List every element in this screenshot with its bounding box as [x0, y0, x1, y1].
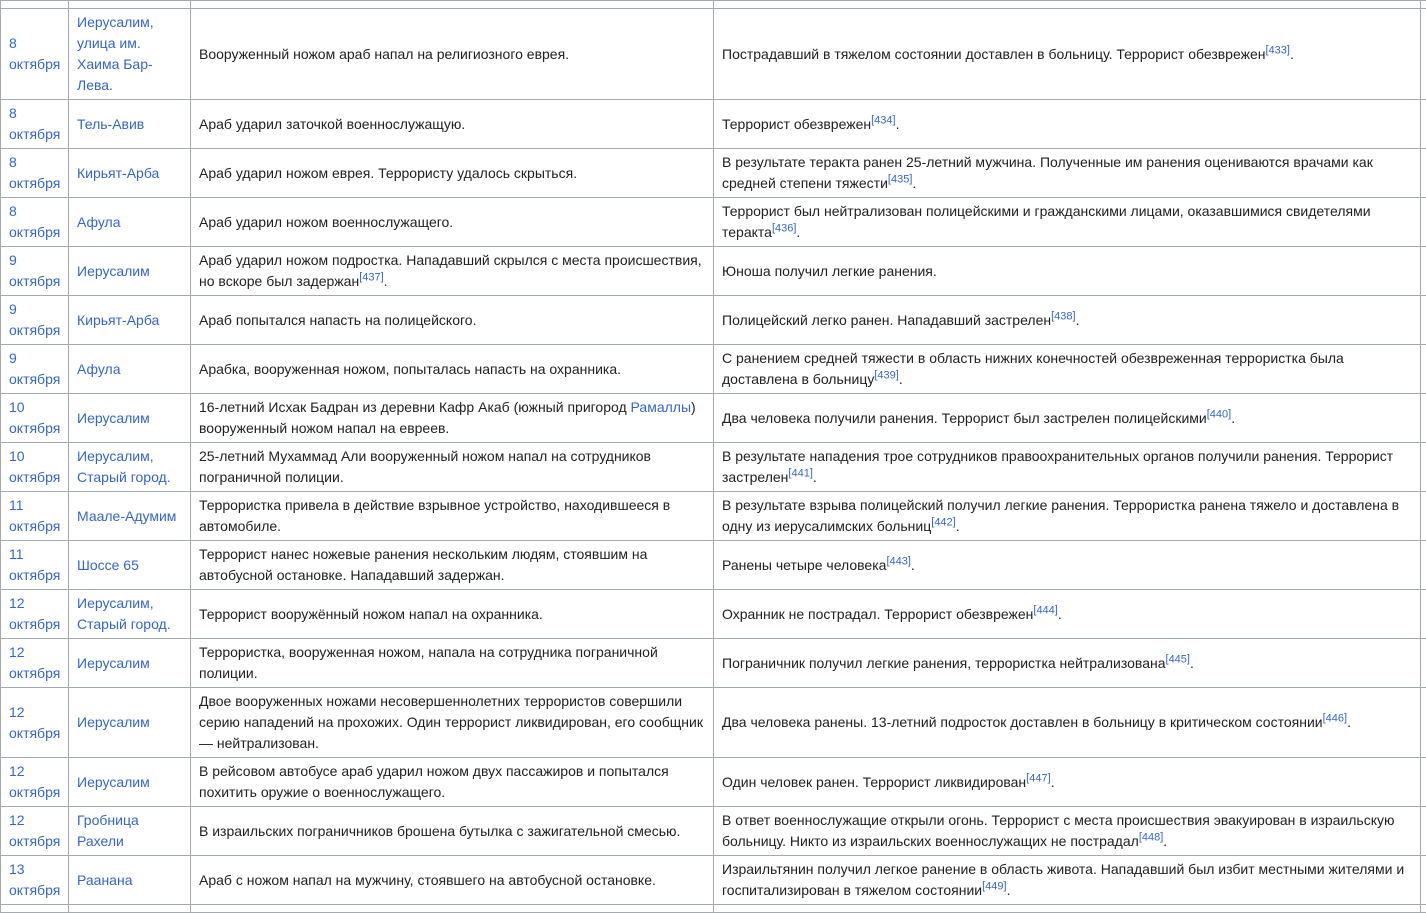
location-link[interactable]: Раанана [77, 872, 132, 888]
reference-marker [888, 173, 912, 185]
cell-text: . [1190, 655, 1194, 671]
reference-marker [772, 222, 796, 234]
cell-text: Араб попытался напасть на полицейского. [199, 312, 476, 328]
location-link[interactable]: Маале-Адумим [77, 508, 176, 524]
location-link[interactable]: Афула [77, 214, 121, 230]
result-cell [714, 100, 1421, 149]
cell-text: Террористка привела в действие взрывное устройство, находившееся в автомобиле. [199, 497, 670, 534]
cell-text: Араб ударил заточкой военнослужащую. [199, 116, 465, 132]
result-cell [714, 149, 1421, 198]
cell-text: Пограничник получил легкие ранения, террористка нейтрализована [722, 655, 1166, 671]
overflow-cell [1421, 9, 1426, 100]
cell-text: . [912, 175, 916, 191]
reference-link[interactable]: [ $^{443}$ ] [886, 555, 910, 567]
cell-text: Полицейский легко ранен. Нападавший застрелен [722, 312, 1051, 328]
overflow-cell [1421, 590, 1426, 639]
description-cell [191, 758, 714, 807]
reference-link[interactable]: [ $^{436}$ ] [772, 222, 796, 234]
description-cell [191, 639, 714, 688]
cell-text: Террористка, вооруженная ножом, напала на сотрудника пограничной полиции. [199, 644, 658, 681]
cell-text: В результате теракта ранен 25-летний мужчина. Полученные им ранения оцениваются врачами как средней степени тяжести [722, 154, 1373, 191]
cell-text: Ранены четыре человека [722, 557, 886, 573]
result-cell [714, 492, 1421, 541]
cell-text: . [813, 469, 817, 485]
location-link[interactable]: Тель-Авив [77, 116, 144, 132]
cell-text: ) вооруженный ножом напал на евреев. [199, 399, 696, 436]
description-cell [191, 9, 714, 100]
cell-text: 25-летний Мухаммад Али вооруженный ножом напал на сотрудников пограничной полиции. [199, 448, 651, 485]
cell-text: 16-летний Исхак Бадран из деревни Кафр Акаб (южный пригород [199, 399, 631, 415]
table-row [1, 590, 1426, 639]
overflow-cell [1421, 149, 1426, 198]
location-link[interactable]: Иерусалим [77, 655, 150, 671]
date-link[interactable]: 12 октября [9, 704, 60, 741]
table-row [1, 100, 1426, 149]
date-link[interactable]: 9 октября [9, 301, 60, 338]
empty-cell [191, 1, 714, 9]
empty-cell [69, 905, 191, 913]
description-cell [191, 198, 714, 247]
date-cell [1, 296, 69, 345]
location-cell [69, 492, 191, 541]
date-link[interactable]: 12 октября [9, 812, 60, 849]
date-cell [1, 9, 69, 100]
date-cell [1, 758, 69, 807]
cell-text: Араб ударил ножом военнослужащего. [199, 214, 453, 230]
empty-cell [1, 1, 69, 9]
reference-link[interactable]: [ $^{435}$ ] [888, 173, 912, 185]
reference-marker [1265, 44, 1289, 56]
reference-marker [1323, 712, 1347, 724]
location-link[interactable]: Иерусалим [77, 263, 150, 279]
date-link[interactable]: 12 октября [9, 763, 60, 800]
overflow-cell [1421, 639, 1426, 688]
reference-marker [1033, 604, 1057, 616]
description-cell [191, 541, 714, 590]
result-cell [714, 758, 1421, 807]
cell-text: Араб ударил ножом подростка. Нападавший скрылся с места происшествия, но вскоре был задержан [199, 252, 702, 289]
cell-text: В рейсовом автобусе араб ударил ножом двух пассажиров и попытался похитить оружие о военнослужащего. [199, 763, 669, 800]
location-cell [69, 688, 191, 758]
cell-text: В ответ военнослужащие открыли огонь. Террорист с места происшествия эвакуирован в израильскую больницу. Никто из израильских военнослужащих не пострадал [722, 812, 1395, 849]
overflow-cell [1421, 345, 1426, 394]
location-link[interactable]: Гробница Рахели [77, 812, 139, 849]
description-cell [191, 443, 714, 492]
description-cell [191, 296, 714, 345]
cell-text: Пострадавший в тяжелом состоянии доставлен в больницу. Террорист обезврежен [722, 46, 1265, 62]
cell-text: . [1290, 46, 1294, 62]
cell-text: Араб ударил ножом еврея. Террористу удалось скрыться. [199, 165, 577, 181]
location-cell [69, 198, 191, 247]
reference-marker [931, 516, 955, 528]
date-cell [1, 492, 69, 541]
result-cell [714, 590, 1421, 639]
table-row [1, 296, 1426, 345]
date-link[interactable]: 12 октября [9, 595, 60, 632]
reference-marker [886, 555, 910, 567]
empty-cell [1421, 905, 1426, 913]
cell-text: Террорист был нейтрализован полицейскими и гражданскими лицами, оказавшимися свидетелями теракта [722, 203, 1371, 240]
table-row [1, 247, 1426, 296]
empty-cell [1421, 1, 1426, 9]
date-cell [1, 345, 69, 394]
cell-text: . [956, 518, 960, 534]
table-row [1, 639, 1426, 688]
cell-text: С ранением средней тяжести в область нижних конечностей обезвреженная террористка была доставлена в больницу [722, 350, 1344, 387]
location-link[interactable]: Иерусалим [77, 410, 150, 426]
table-row [1, 149, 1426, 198]
reference-link[interactable]: [ $^{444}$ ] [1033, 604, 1057, 616]
location-link[interactable]: Кирьят-Арба [77, 165, 159, 181]
table-row [1, 807, 1426, 856]
location-link[interactable]: Афула [77, 361, 121, 377]
cell-text: Террорист вооружённый ножом напал на охранника. [199, 606, 543, 622]
overflow-cell [1421, 856, 1426, 905]
location-cell [69, 9, 191, 100]
date-link[interactable]: 11 октября [9, 546, 60, 583]
cell-text: . [1076, 312, 1080, 328]
location-link[interactable]: Иерусалим, улица им. Хаима Бар-Лева. [77, 14, 154, 93]
empty-cell [714, 905, 1421, 913]
result-cell [714, 688, 1421, 758]
location-cell [69, 590, 191, 639]
date-cell [1, 198, 69, 247]
reference-link[interactable]: [ $^{447}$ ] [1026, 772, 1050, 784]
date-cell [1, 807, 69, 856]
overflow-cell [1421, 758, 1426, 807]
table-row [1, 758, 1426, 807]
location-cell [69, 856, 191, 905]
overflow-cell [1421, 541, 1426, 590]
location-link[interactable]: Шоссе 65 [77, 557, 139, 573]
cell-text: . [796, 224, 800, 240]
reference-link[interactable]: [ $^{437}$ ] [359, 271, 383, 283]
partial-row-top [1, 1, 1426, 9]
cell-text: Вооруженный ножом араб напал на религиозного еврея. [199, 46, 569, 62]
location-cell [69, 807, 191, 856]
date-cell [1, 149, 69, 198]
cell-text: Араб с ножом напал на мужчину, стоявшего на автобусной остановке. [199, 872, 656, 888]
empty-cell [1, 905, 69, 913]
cell-text: В израильских пограничников брошена бутылка с зажигательной смесью. [199, 823, 680, 839]
description-cell [191, 856, 714, 905]
cell-text: Охранник не пострадал. Террорист обезврежен [722, 606, 1033, 622]
reference-marker [788, 467, 812, 479]
overflow-cell [1421, 688, 1426, 758]
location-cell [69, 296, 191, 345]
cell-text: . [1051, 774, 1055, 790]
result-cell [714, 541, 1421, 590]
date-cell [1, 688, 69, 758]
date-link[interactable]: 12 октября [9, 644, 60, 681]
result-cell [714, 443, 1421, 492]
date-link[interactable]: 9 октября [9, 252, 60, 289]
cell-text: Два человека получили ранения. Террорист был застрелен полицейскими [722, 410, 1207, 426]
cell-text: . [384, 273, 388, 289]
location-cell [69, 541, 191, 590]
location-cell [69, 639, 191, 688]
table-row [1, 541, 1426, 590]
cell-text: . [911, 557, 915, 573]
description-cell [191, 100, 714, 149]
overflow-cell [1421, 247, 1426, 296]
reference-marker [1166, 653, 1190, 665]
cell-text: Два человека ранены. 13-летний подросток доставлен в больницу в критическом состоянии [722, 714, 1323, 730]
location-cell [69, 247, 191, 296]
cell-text: Террорист нанес ножевые ранения нескольким людям, стоявшим на автобусной остановке. Нападавший задержан. [199, 546, 647, 583]
date-link[interactable]: 13 октября [9, 861, 60, 898]
result-cell [714, 394, 1421, 443]
cell-text: Израильтянин получил легкое ранение в область живота. Нападавший был избит местными жителями и госпитализирован в тяжелом состоянии [722, 861, 1404, 898]
result-cell [714, 856, 1421, 905]
cell-text: Один человек ранен. Террорист ликвидирован [722, 774, 1026, 790]
reference-link[interactable]: [ $^{449}$ ] [982, 880, 1006, 892]
reference-link[interactable]: [ $^{448}$ ] [1139, 831, 1163, 843]
empty-cell [714, 1, 1421, 9]
cell-text: . [1231, 410, 1235, 426]
location-cell [69, 149, 191, 198]
description-cell [191, 345, 714, 394]
description-cell [191, 247, 714, 296]
result-cell [714, 296, 1421, 345]
result-cell [714, 198, 1421, 247]
date-link[interactable]: 8 октября [9, 154, 60, 191]
location-cell [69, 345, 191, 394]
table-row [1, 856, 1426, 905]
description-cell [191, 807, 714, 856]
date-link[interactable]: 8 октября [9, 203, 60, 240]
overflow-cell [1421, 296, 1426, 345]
reference-link[interactable]: [ $^{445}$ ] [1166, 653, 1190, 665]
reference-marker [871, 114, 895, 126]
location-link[interactable]: Иерусалим, Старый город. [77, 595, 171, 632]
location-cell [69, 100, 191, 149]
location-link[interactable]: Иерусалим, Старый город. [77, 448, 171, 485]
result-cell [714, 639, 1421, 688]
reference-link[interactable]: [ $^{439}$ ] [874, 369, 898, 381]
reference-link[interactable]: [ $^{440}$ ] [1207, 408, 1231, 420]
reference-link[interactable]: [ $^{446}$ ] [1323, 712, 1347, 724]
reference-marker [1026, 772, 1050, 784]
result-cell [714, 345, 1421, 394]
cell-text: . [899, 371, 903, 387]
date-cell [1, 443, 69, 492]
table-row [1, 9, 1426, 100]
overflow-cell [1421, 100, 1426, 149]
cell-text: Арабка, вооруженная ножом, попыталась напасть на охранника. [199, 361, 621, 377]
description-cell [191, 149, 714, 198]
date-cell [1, 856, 69, 905]
location-link[interactable]: Кирьят-Арба [77, 312, 159, 328]
attacks-table-body [1, 1, 1426, 913]
date-link[interactable]: 11 октября [9, 497, 60, 534]
location-link[interactable]: Иерусалим [77, 714, 150, 730]
description-cell [191, 688, 714, 758]
overflow-cell [1421, 443, 1426, 492]
empty-cell [69, 1, 191, 9]
result-cell [714, 9, 1421, 100]
reference-link[interactable]: [ $^{434}$ ] [871, 114, 895, 126]
table-row [1, 492, 1426, 541]
overflow-cell [1421, 807, 1426, 856]
cell-text: . [1347, 714, 1351, 730]
date-link[interactable]: 8 октября [9, 105, 60, 142]
cell-text: . [1163, 833, 1167, 849]
result-cell [714, 807, 1421, 856]
date-cell [1, 639, 69, 688]
reference-marker [982, 880, 1006, 892]
cell-text: Юноша получил легкие ранения. [722, 263, 937, 279]
overflow-cell [1421, 198, 1426, 247]
table-row [1, 345, 1426, 394]
cell-text: Террорист обезврежен [722, 116, 871, 132]
reference-link[interactable]: [ $^{441}$ ] [788, 467, 812, 479]
date-link[interactable]: 10 октября [9, 399, 60, 436]
date-cell [1, 100, 69, 149]
overflow-cell [1421, 492, 1426, 541]
inline-link[interactable]: Рамаллы [631, 399, 691, 415]
reference-link[interactable]: [ $^{438}$ ] [1051, 310, 1075, 322]
table-row [1, 443, 1426, 492]
reference-marker [1207, 408, 1231, 420]
date-cell [1, 247, 69, 296]
table-row [1, 688, 1426, 758]
cell-text: . [896, 116, 900, 132]
date-link[interactable]: 8 октября [9, 35, 60, 72]
reference-marker [359, 271, 383, 283]
date-cell [1, 541, 69, 590]
cell-text: В результате взрыва полицейский получил легкие ранения. Террористка ранена тяжело и доставлена в одну из иерусалимских больниц [722, 497, 1399, 534]
date-link[interactable]: 9 октября [9, 350, 60, 387]
table-row [1, 394, 1426, 443]
overflow-cell [1421, 394, 1426, 443]
cell-text: В результате нападения трое сотрудников правоохранительных органов получили ранения. Террорист застрелен [722, 448, 1393, 485]
location-cell [69, 394, 191, 443]
date-cell [1, 394, 69, 443]
date-cell [1, 590, 69, 639]
description-cell [191, 492, 714, 541]
location-cell [69, 758, 191, 807]
partial-row-bottom [1, 905, 1426, 913]
result-cell [714, 247, 1421, 296]
cell-text: . [1058, 606, 1062, 622]
reference-marker [1139, 831, 1163, 843]
location-cell [69, 443, 191, 492]
reference-link[interactable]: [ $^{442}$ ] [931, 516, 955, 528]
location-link[interactable]: Иерусалим [77, 774, 150, 790]
table-row [1, 198, 1426, 247]
description-cell [191, 394, 714, 443]
date-link[interactable]: 10 октября [9, 448, 60, 485]
cell-text: Двое вооруженных ножами несовершеннолетних террористов совершили серию нападений на прохожих. Один террорист ликвидирован, его сообщник — нейтрализован. [199, 693, 703, 751]
empty-cell [191, 905, 714, 913]
reference-marker [1051, 310, 1075, 322]
cell-text: . [1007, 882, 1011, 898]
reference-marker [874, 369, 898, 381]
reference-link[interactable]: [ $^{433}$ ] [1265, 44, 1289, 56]
description-cell [191, 590, 714, 639]
